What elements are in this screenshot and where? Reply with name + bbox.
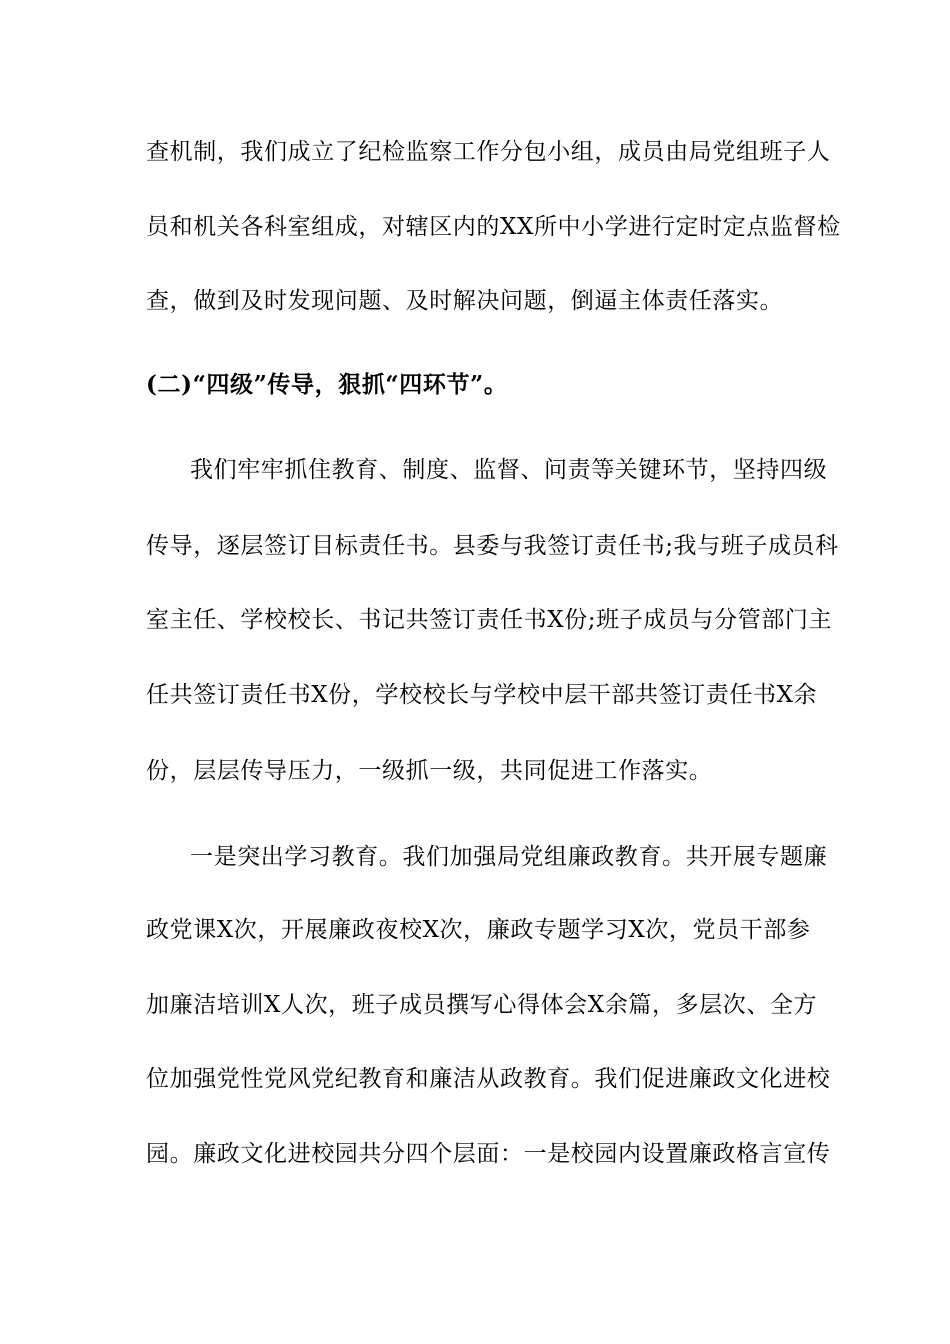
text-line: 园。廉政文化进校园共分四个层面：一是校园内设置廉政格言宣传 — [146, 1141, 831, 1167]
text-line: 我们牢牢抓住教育、制度、监督、问责等关键环节，坚持四级 — [190, 457, 828, 483]
text-line: 份，层层传导压力，一级抓一级，共同促进工作落实。 — [146, 758, 713, 784]
text-line: 任共签订责任书X份，学校校长与学校中层干部共签订责任书X余 — [146, 682, 818, 708]
text-line: 加廉洁培训X人次，班子成员撰写心得体会X余篇，多层次、全方 — [146, 992, 818, 1018]
text-line: 查机制，我们成立了纪检监察工作分包小组，成员由局党组班子人 — [146, 139, 831, 165]
text-line: 一是突出学习教育。我们加强局党组廉政教育。共开展专题廉 — [190, 844, 828, 870]
text-line: 员和机关各科室组成，对辖区内的XX所中小学进行定时定点监督检 — [146, 214, 841, 240]
section-heading: (二)“四级”传导，狠抓“四环节”。 — [146, 371, 508, 398]
text-line: 位加强党性党风党纪教育和廉洁从政教育。我们促进廉政文化进校 — [146, 1066, 831, 1092]
text-line: 室主任、学校校长、书记共签订责任书X份;班子成员与分管部门主 — [146, 607, 833, 633]
text-line: 查，做到及时发现问题、及时解决问题，倒逼主体责任落实。 — [146, 288, 784, 314]
text-line: 传导，逐层签订目标责任书。县委与我签订责任书;我与班子成员科 — [146, 533, 839, 559]
text-line: 政党课X次，开展廉政夜校X次，廉政专题学习X次，党员干部参 — [146, 917, 811, 943]
